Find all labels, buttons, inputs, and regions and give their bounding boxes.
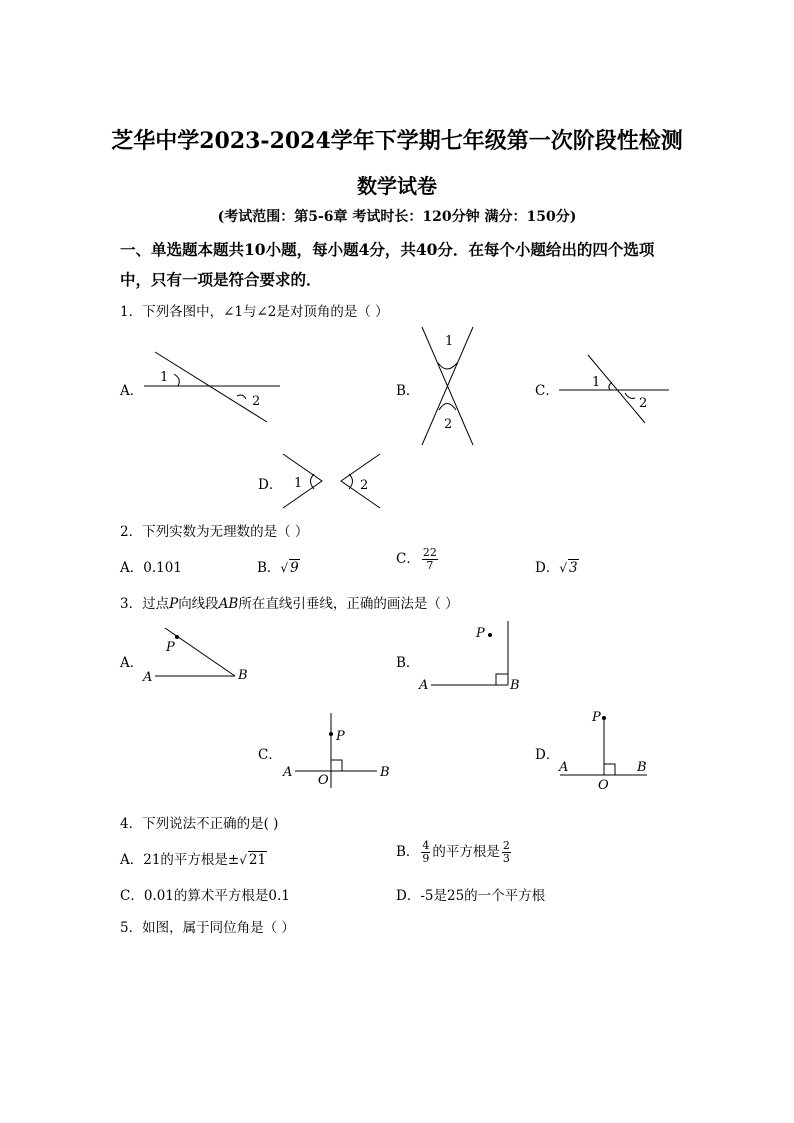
q3b-point-p: P [476, 626, 485, 641]
section-heading-line1: 一、单选题本题共10小题，每小题4分，共40分．在每个小题给出的四个选项 [120, 240, 655, 259]
q3-stem-pre: 3．过点 [120, 596, 170, 612]
q3-option-b-label: B． [396, 655, 420, 671]
q4-option-b-label: B． [396, 844, 420, 860]
q4-option-b-text: 的平方根是 [432, 844, 500, 860]
question-2-stem: 2．下列实数为无理数的是（ ） [120, 524, 309, 540]
q3d-point-p: P [592, 710, 601, 725]
q2-option-b: B．√ 9 [257, 560, 299, 576]
q3-figure-d [555, 705, 675, 795]
q2-option-c-denominator: 7 [426, 559, 434, 572]
q2-option-a-value: 0.101 [143, 560, 182, 576]
q1c-angle-2-label: 2 [639, 396, 648, 411]
section-heading-line2: 中，只有一项是符合要求的． [120, 270, 322, 289]
q2-option-b-radicand: 9 [290, 560, 299, 576]
q3c-point-o: O [318, 773, 329, 788]
q4-option-a-radicand: 21 [248, 852, 267, 868]
q4-option-a-label: A． [120, 852, 144, 868]
q4-option-d: D．-5是25的一个平方根 [396, 888, 546, 904]
exam-meta: (考试范围：第5-6章 考试时长：120分钟 满分：150分) [217, 209, 577, 225]
q3a-point-a: A [143, 670, 153, 685]
q1-figure-b [415, 325, 485, 450]
q1d-angle-1-label: 1 [294, 476, 303, 491]
q2-option-a [120, 556, 182, 576]
q3a-point-p: P [166, 640, 175, 655]
q1b-angle-1-label: 1 [445, 334, 454, 349]
q3-option-d-label: D． [535, 747, 560, 763]
q1-option-c-label: C． [535, 383, 559, 399]
q1-option-d-label: D． [258, 477, 283, 493]
page-subtitle: 数学试卷 [357, 174, 437, 198]
q3c-point-a: A [283, 765, 293, 780]
question-5-stem: 5．如图，属于同位角是（ ） [120, 920, 295, 936]
q4-option-b [396, 840, 513, 865]
q1-figure-d [280, 448, 390, 518]
q3-stem-segment: AB [218, 596, 239, 612]
page-title: 芝华中学2023-2024学年下学期七年级第一次阶段性检测 [111, 128, 683, 154]
q1d-angle-2-label: 2 [360, 478, 369, 493]
q3-option-c-label: C． [258, 747, 282, 763]
q3-stem-post: 所在直线引垂线，正确的画法是（ ） [238, 596, 459, 612]
q3-stem-mid: 向线段 [178, 596, 219, 612]
q3c-point-p: P [336, 729, 345, 744]
q4-option-b-denominator: 9 [422, 852, 430, 865]
q3-figure-b [415, 618, 535, 698]
q3d-point-o: O [598, 778, 609, 793]
q3b-point-a: A [419, 678, 429, 693]
q1c-angle-1-label: 1 [592, 375, 601, 390]
q1a-angle-1-label: 1 [160, 370, 169, 385]
q1a-angle-2-label: 2 [252, 394, 261, 409]
q3c-point-b: B [380, 765, 390, 780]
q2-option-c-numerator: 22 [422, 546, 437, 559]
q1b-angle-2-label: 2 [444, 417, 453, 432]
question-1-stem: 1．下列各图中，∠1与∠2是对顶角的是（ ） [120, 304, 389, 320]
q4-option-b-numerator-2: 2 [502, 839, 510, 852]
q3b-point-b: B [510, 678, 520, 693]
q2-option-d-label: D． [535, 560, 560, 576]
q4-option-a: A．21的平方根是±√ 21 [120, 852, 267, 868]
q3-figure-c [280, 710, 400, 790]
question-4-stem: 4．下列说法不正确的是( ) [120, 816, 279, 832]
q4-option-a-text: 21的平方根是± [143, 852, 240, 868]
q2-option-a-label: A． [120, 560, 144, 576]
q3d-point-b: B [637, 760, 647, 775]
q4-option-c: C．0.01的算术平方根是0.1 [120, 888, 290, 904]
question-3-stem [120, 592, 459, 612]
q1-figure-a [140, 345, 290, 430]
q4-option-b-denominator-2: 3 [502, 852, 510, 865]
q3-stem-point: P [169, 596, 179, 612]
q3d-point-a: A [559, 760, 569, 775]
q1-figure-c [555, 350, 675, 430]
q2-option-c [396, 547, 440, 572]
q2-option-b-label: B． [257, 560, 281, 576]
q3-figure-a [140, 625, 260, 690]
q2-option-d: D．√ 3 [535, 560, 578, 576]
q3a-point-b: B [238, 668, 248, 683]
q1-option-a-label: A． [120, 383, 144, 399]
q3-option-a-label: A． [120, 655, 144, 671]
q1-option-b-label: B． [396, 383, 420, 399]
q2-option-c-label: C． [396, 551, 420, 567]
q2-option-d-radicand: 3 [568, 560, 578, 576]
q4-option-b-numerator: 4 [422, 839, 430, 852]
